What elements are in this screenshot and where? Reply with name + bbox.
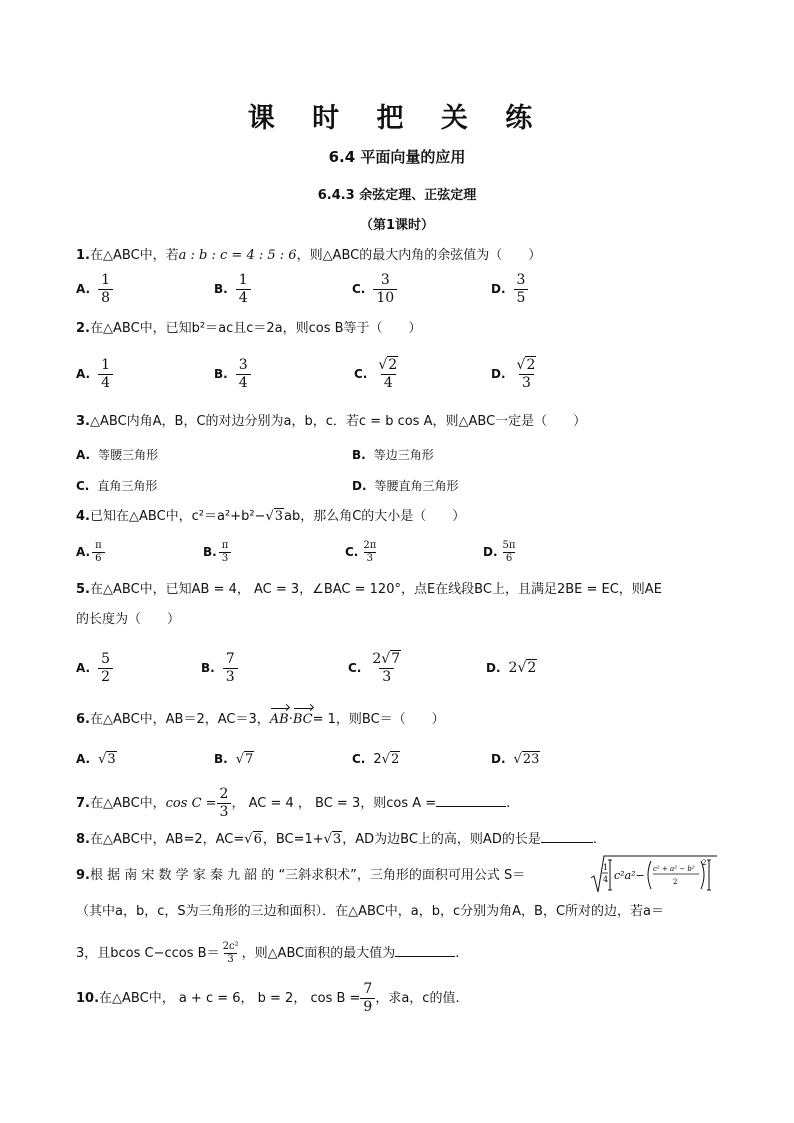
option-2c: C. $\frac{√2}{4}$ — [354, 357, 398, 391]
option-6a: A. √3 — [76, 752, 116, 767]
option-6c: C. 2√2 — [352, 752, 400, 767]
subsection-title: 6.4.3 余弦定理、正弦定理 — [317, 188, 477, 203]
option-4c: C. $\frac{2\pi}{3}$ — [345, 540, 377, 564]
option-6b: B. √7 — [214, 752, 254, 767]
option-5a: A. $\frac{5}{2}$ — [76, 651, 113, 686]
svg-text:4: 4 — [603, 875, 609, 884]
question-1: 1.在△ABC中，若a : b : c = 4 : 5 : 6，则△ABC的最大内角的余弦值为（ ） — [76, 248, 542, 263]
question-9-line2: （其中a，b，c，S为三角形的三边和面积）．在△ABC中，a，b，c分别为角A，B，C所对的边，若a＝ — [76, 904, 664, 919]
ratio-expression: a : b : c = 4 : 5 : 6 — [178, 248, 297, 263]
option-3d: D. 等腰直角三角形 — [352, 479, 459, 493]
question-7: 7.在△ABC中，cos C = $\frac{2}{3}$ ， AC = 4 ， BC = 3，则cos A = . — [76, 786, 511, 820]
question-10: 10.在△ABC中， a + c = 6， b = 2， cos B = $\frac{7}{9}$ ，求a，c的值. — [76, 981, 460, 1015]
period-label: （第1课时） — [359, 218, 435, 233]
option-5c: C. $\frac{2√7}{3}$ — [348, 651, 401, 685]
question-5: 5.在△ABC中，已知AB = 4， AC = 3，∠BAC = 120°，点E在线段BC上，且满足2BE = EC，则AE — [76, 582, 662, 597]
vector-ab: AB — [269, 712, 289, 727]
option-1a: A. $\frac{1}{8}$ — [76, 272, 113, 307]
option-4b: B. $\frac{\pi}{3}$ — [203, 540, 231, 565]
option-2d: D. $\frac{√2}{3}$ — [491, 357, 536, 391]
option-3c: C. 直角三角形 — [76, 479, 158, 493]
svg-text:2: 2 — [702, 859, 707, 867]
question-5-line2: 的长度为（ ） — [76, 612, 181, 627]
svg-text:c²a²−: c²a²− — [614, 869, 645, 882]
question-4: 4.已知在△ABC中，c²＝a²+b²−√3ab，那么角C的大小是（ ） — [76, 509, 466, 524]
option-1b: B. $\frac{1}{4}$ — [214, 272, 251, 307]
section-title: 6.4 平面向量的应用 — [328, 148, 466, 166]
svg-text:1: 1 — [603, 863, 609, 872]
svg-text:c² + a² − b²: c² + a² − b² — [653, 865, 695, 873]
option-4d: D. $\frac{5\pi}{6}$ — [483, 540, 516, 564]
page-title: 课 时 把 关 练 — [247, 103, 547, 134]
option-3b: B. 等边三角形 — [352, 448, 434, 462]
option-2b: B. $\frac{3}{4}$ — [214, 357, 251, 392]
option-2a: A. $\frac{1}{4}$ — [76, 357, 113, 392]
option-6d: D. √23 — [491, 752, 540, 767]
option-5d: D. 2√2 — [486, 660, 537, 676]
question-9: 9.根 据 南 宋 数 学 家 秦 九 韶 的 “三斜求积术”，三角形的面积可用公式 S＝ — [76, 868, 526, 883]
answer-blank-8[interactable] — [541, 829, 593, 843]
question-8: 8.在△ABC中，AB=2，AC=√6，BC=1+√3，AD为边BC上的高，则AD的长是 . — [76, 829, 597, 849]
option-5b: B. $\frac{7}{3}$ — [201, 651, 238, 686]
svg-text:2: 2 — [673, 878, 678, 886]
question-3: 3.△ABC内角A，B，C的对边分别为a，b，c．若c = b cos A，则△ABC一定是（ ） — [76, 414, 587, 429]
area-formula — [589, 854, 719, 896]
question-6: 6.在△ABC中，AB＝2，AC＝3，AB·BC= 1，则BC＝（ ） — [76, 712, 445, 727]
vector-bc: BC — [292, 712, 313, 727]
answer-blank-9[interactable] — [395, 943, 455, 957]
question-9-line3: 3，且bcos C−ccos B＝ $\frac{\text{2c²}}{3}$ ，则△ABC面积的最大值为 . — [76, 941, 460, 965]
answer-blank-7[interactable] — [436, 793, 506, 807]
question-2: 2.在△ABC中，已知b²＝ac且c＝2a，则cos B等于（ ） — [76, 321, 422, 336]
option-1c: C. $\frac{3}{10}$ — [352, 272, 397, 307]
option-1d: D. $\frac{3}{5}$ — [491, 272, 528, 307]
option-3a: A. 等腰三角形 — [76, 448, 159, 462]
option-4a: A. $\frac{\pi}{6}$ — [76, 540, 105, 565]
